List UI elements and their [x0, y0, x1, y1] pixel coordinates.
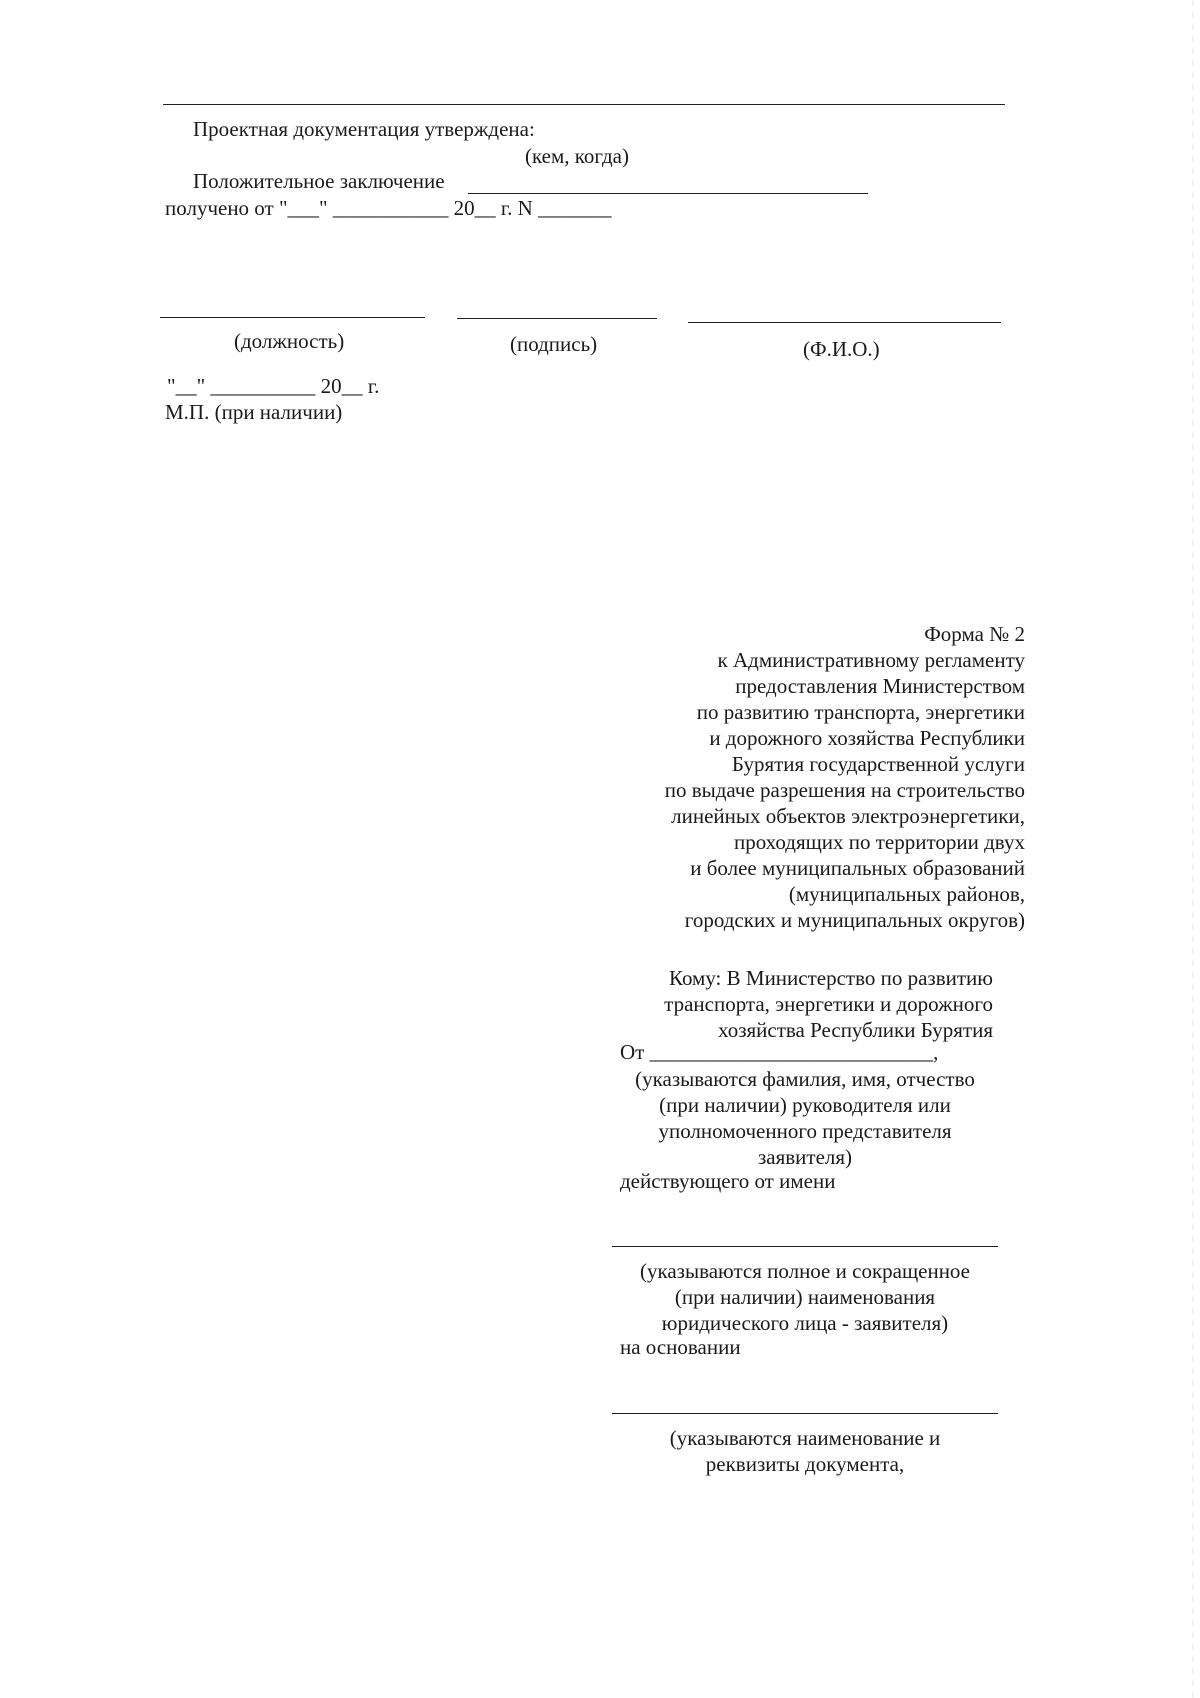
received-line: получено от "___" ___________ 20__ г. N _______	[165, 196, 612, 220]
form-header-line: и дорожного хозяйства Республики	[709, 726, 1025, 750]
form-header	[665, 621, 1025, 933]
approved-label: Проектная документация утверждена:	[193, 117, 535, 141]
basis-label: на основании	[620, 1335, 741, 1359]
form-header-line: Бурятия государственной услуги	[731, 752, 1025, 776]
entity-hint-line: юридического лица - заявителя)	[661, 1311, 949, 1335]
stamp-line: М.П. (при наличии)	[165, 400, 343, 424]
from-hint-line: (при наличии) руководителя или	[659, 1093, 951, 1117]
document-hint-line: (указываются наименование и	[669, 1426, 941, 1450]
document-hint	[620, 1425, 990, 1477]
entity-hint-line: (при наличии) наименования	[674, 1285, 936, 1309]
date-line: "__" __________ 20__ г.	[167, 374, 380, 398]
signature-caption: (подпись)	[510, 332, 598, 356]
form-header-line: Форма № 2	[924, 622, 1025, 646]
from-hint-line: уполномоченного представителя	[658, 1119, 952, 1143]
form-header-line: проходящих по территории двух	[733, 830, 1025, 854]
form-header-line: по развитию транспорта, энергетики	[696, 700, 1025, 724]
form-header-line: линейных объектов электроэнергетики,	[671, 804, 1025, 828]
from-hint	[620, 1066, 990, 1170]
addressee-to	[664, 965, 993, 1043]
entity-hint-line: (указываются полное и сокращенное	[639, 1259, 971, 1283]
from-hint-line: (указываются фамилия, имя, отчество	[635, 1067, 975, 1091]
top-rule	[163, 104, 1005, 105]
position-caption: (должность)	[234, 329, 345, 353]
position-rule	[160, 317, 425, 318]
entity-rule	[612, 1246, 998, 1247]
signature-rule	[457, 318, 657, 319]
form-header-line: и более муниципальных образований	[690, 856, 1025, 880]
form-header-line: по выдаче разрешения на строительство	[664, 778, 1025, 802]
from-hint-line: заявителя)	[757, 1145, 853, 1169]
scan-edge	[1192, 0, 1194, 1698]
from-line: От ___________________________,	[620, 1040, 939, 1064]
form-header-line: к Административному регламенту	[717, 648, 1025, 672]
form-header-line: предоставления Министерством	[735, 674, 1025, 698]
approved-hint: (кем, когда)	[525, 144, 629, 168]
addressee-line: хозяйства Республики Бурятия	[718, 1018, 993, 1042]
document-rule	[612, 1413, 998, 1414]
document-hint-line: реквизиты документа,	[705, 1452, 905, 1476]
conclusion-label: Положительное заключение	[193, 169, 445, 193]
addressee-line: Кому: В Министерство по развитию	[668, 966, 993, 990]
addressee-line: транспорта, энергетики и дорожного	[664, 992, 993, 1016]
acting-label: действующего от имени	[620, 1169, 836, 1193]
name-caption: (Ф.И.О.)	[803, 337, 880, 361]
entity-hint	[620, 1258, 990, 1336]
name-rule	[688, 322, 1001, 323]
form-header-line: городских и муниципальных округов)	[684, 908, 1025, 932]
form-header-line: (муниципальных районов,	[788, 882, 1025, 906]
conclusion-rule	[468, 193, 868, 194]
